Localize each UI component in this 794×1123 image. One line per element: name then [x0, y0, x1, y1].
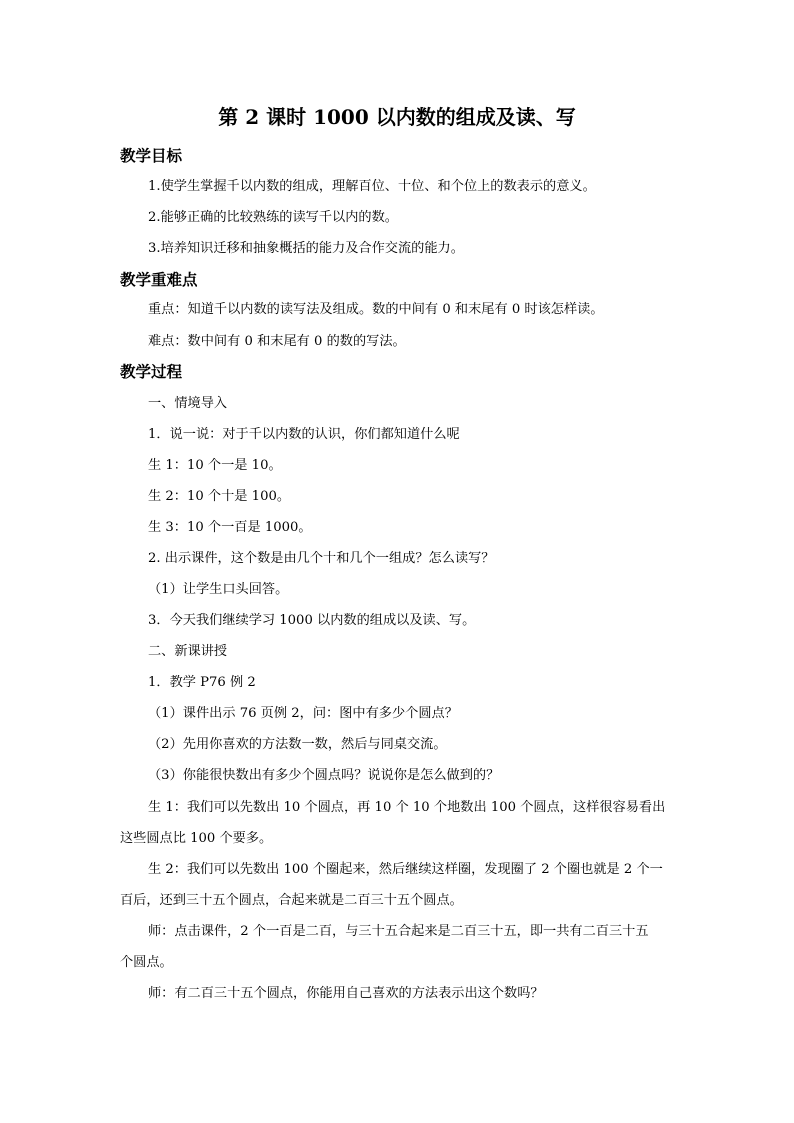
- process-line-9: 二、新课讲授: [148, 644, 228, 659]
- process-line-6: 2. 出示课件，这个数是由几个十和几个一组成？怎么读写？: [148, 551, 495, 566]
- process-line-5: 生 3：10 个一百是 1000。: [148, 520, 312, 535]
- heading-keypoints: 教学重难点: [120, 270, 198, 289]
- process-line-1: 一、情境导入: [148, 396, 228, 411]
- process-line-4: 生 2：10 个十是 100。: [148, 489, 291, 504]
- process-line-10: 1．教学 P76 例 2: [148, 675, 256, 690]
- process-line-12: （2）先用你喜欢的方法数一数，然后与同桌交流。: [148, 737, 447, 752]
- heading-process: 教学过程: [120, 362, 183, 381]
- process-line-11: （1）课件出示 76 页例 2，问：图中有多少个圆点？: [148, 706, 458, 721]
- process-line-18: 师：点击课件，2 个一百是二百，与三十五合起来是二百三十五，即一共有二百三十五: [148, 924, 649, 939]
- process-line-7: （1）让学生口头回答。: [148, 582, 289, 597]
- process-line-13: （3）你能很快数出有多少个圆点吗？说说你是怎么做到的？: [148, 768, 500, 783]
- process-line-14: 生 1：我们可以先数出 10 个圆点，再 10 个 10 个地数出 100 个圆点，这样很容易看出: [148, 800, 666, 815]
- process-line-19: 个圆点。: [120, 955, 173, 970]
- goal-item-3: 3.培养知识迁移和抽象概括的能力及合作交流的能力。: [148, 241, 464, 256]
- process-line-3: 生 1：10 个一是 10。: [148, 458, 282, 473]
- process-line-20: 师：有二百三十五个圆点，你能用自己喜欢的方法表示出这个数吗？: [148, 986, 544, 1001]
- process-line-8: 3．今天我们继续学习 1000 以内数的组成以及读、写。: [148, 613, 476, 628]
- process-line-15: 这些圆点比 100 个要多。: [120, 831, 273, 846]
- goal-item-2: 2.能够正确的比较熟练的读写千以内的数。: [148, 210, 398, 225]
- page-title: 第 2 课时 1000 以内数的组成及读、写: [218, 105, 576, 129]
- goal-item-1: 1.使学生掌握千以内数的组成，理解百位、十位、和个位上的数表示的意义。: [148, 179, 596, 194]
- process-line-16: 生 2：我们可以先数出 100 个圈起来，然后继续这样圈，发现圈了 2 个圈也就是 2 个一: [148, 862, 663, 877]
- keypoint-item-1: 重点：知道千以内数的读写法及组成。数的中间有 0 和末尾有 0 时该怎样读。: [148, 302, 604, 317]
- process-line-17: 百后，还到三十五个圆点，合起来就是二百三十五个圆点。: [120, 893, 463, 908]
- keypoint-item-2: 难点：数中间有 0 和末尾有 0 的数的写法。: [148, 334, 406, 349]
- process-line-2: 1．说一说：对于千以内数的认识，你们都知道什么呢: [148, 427, 460, 442]
- heading-goals: 教学目标: [120, 146, 183, 165]
